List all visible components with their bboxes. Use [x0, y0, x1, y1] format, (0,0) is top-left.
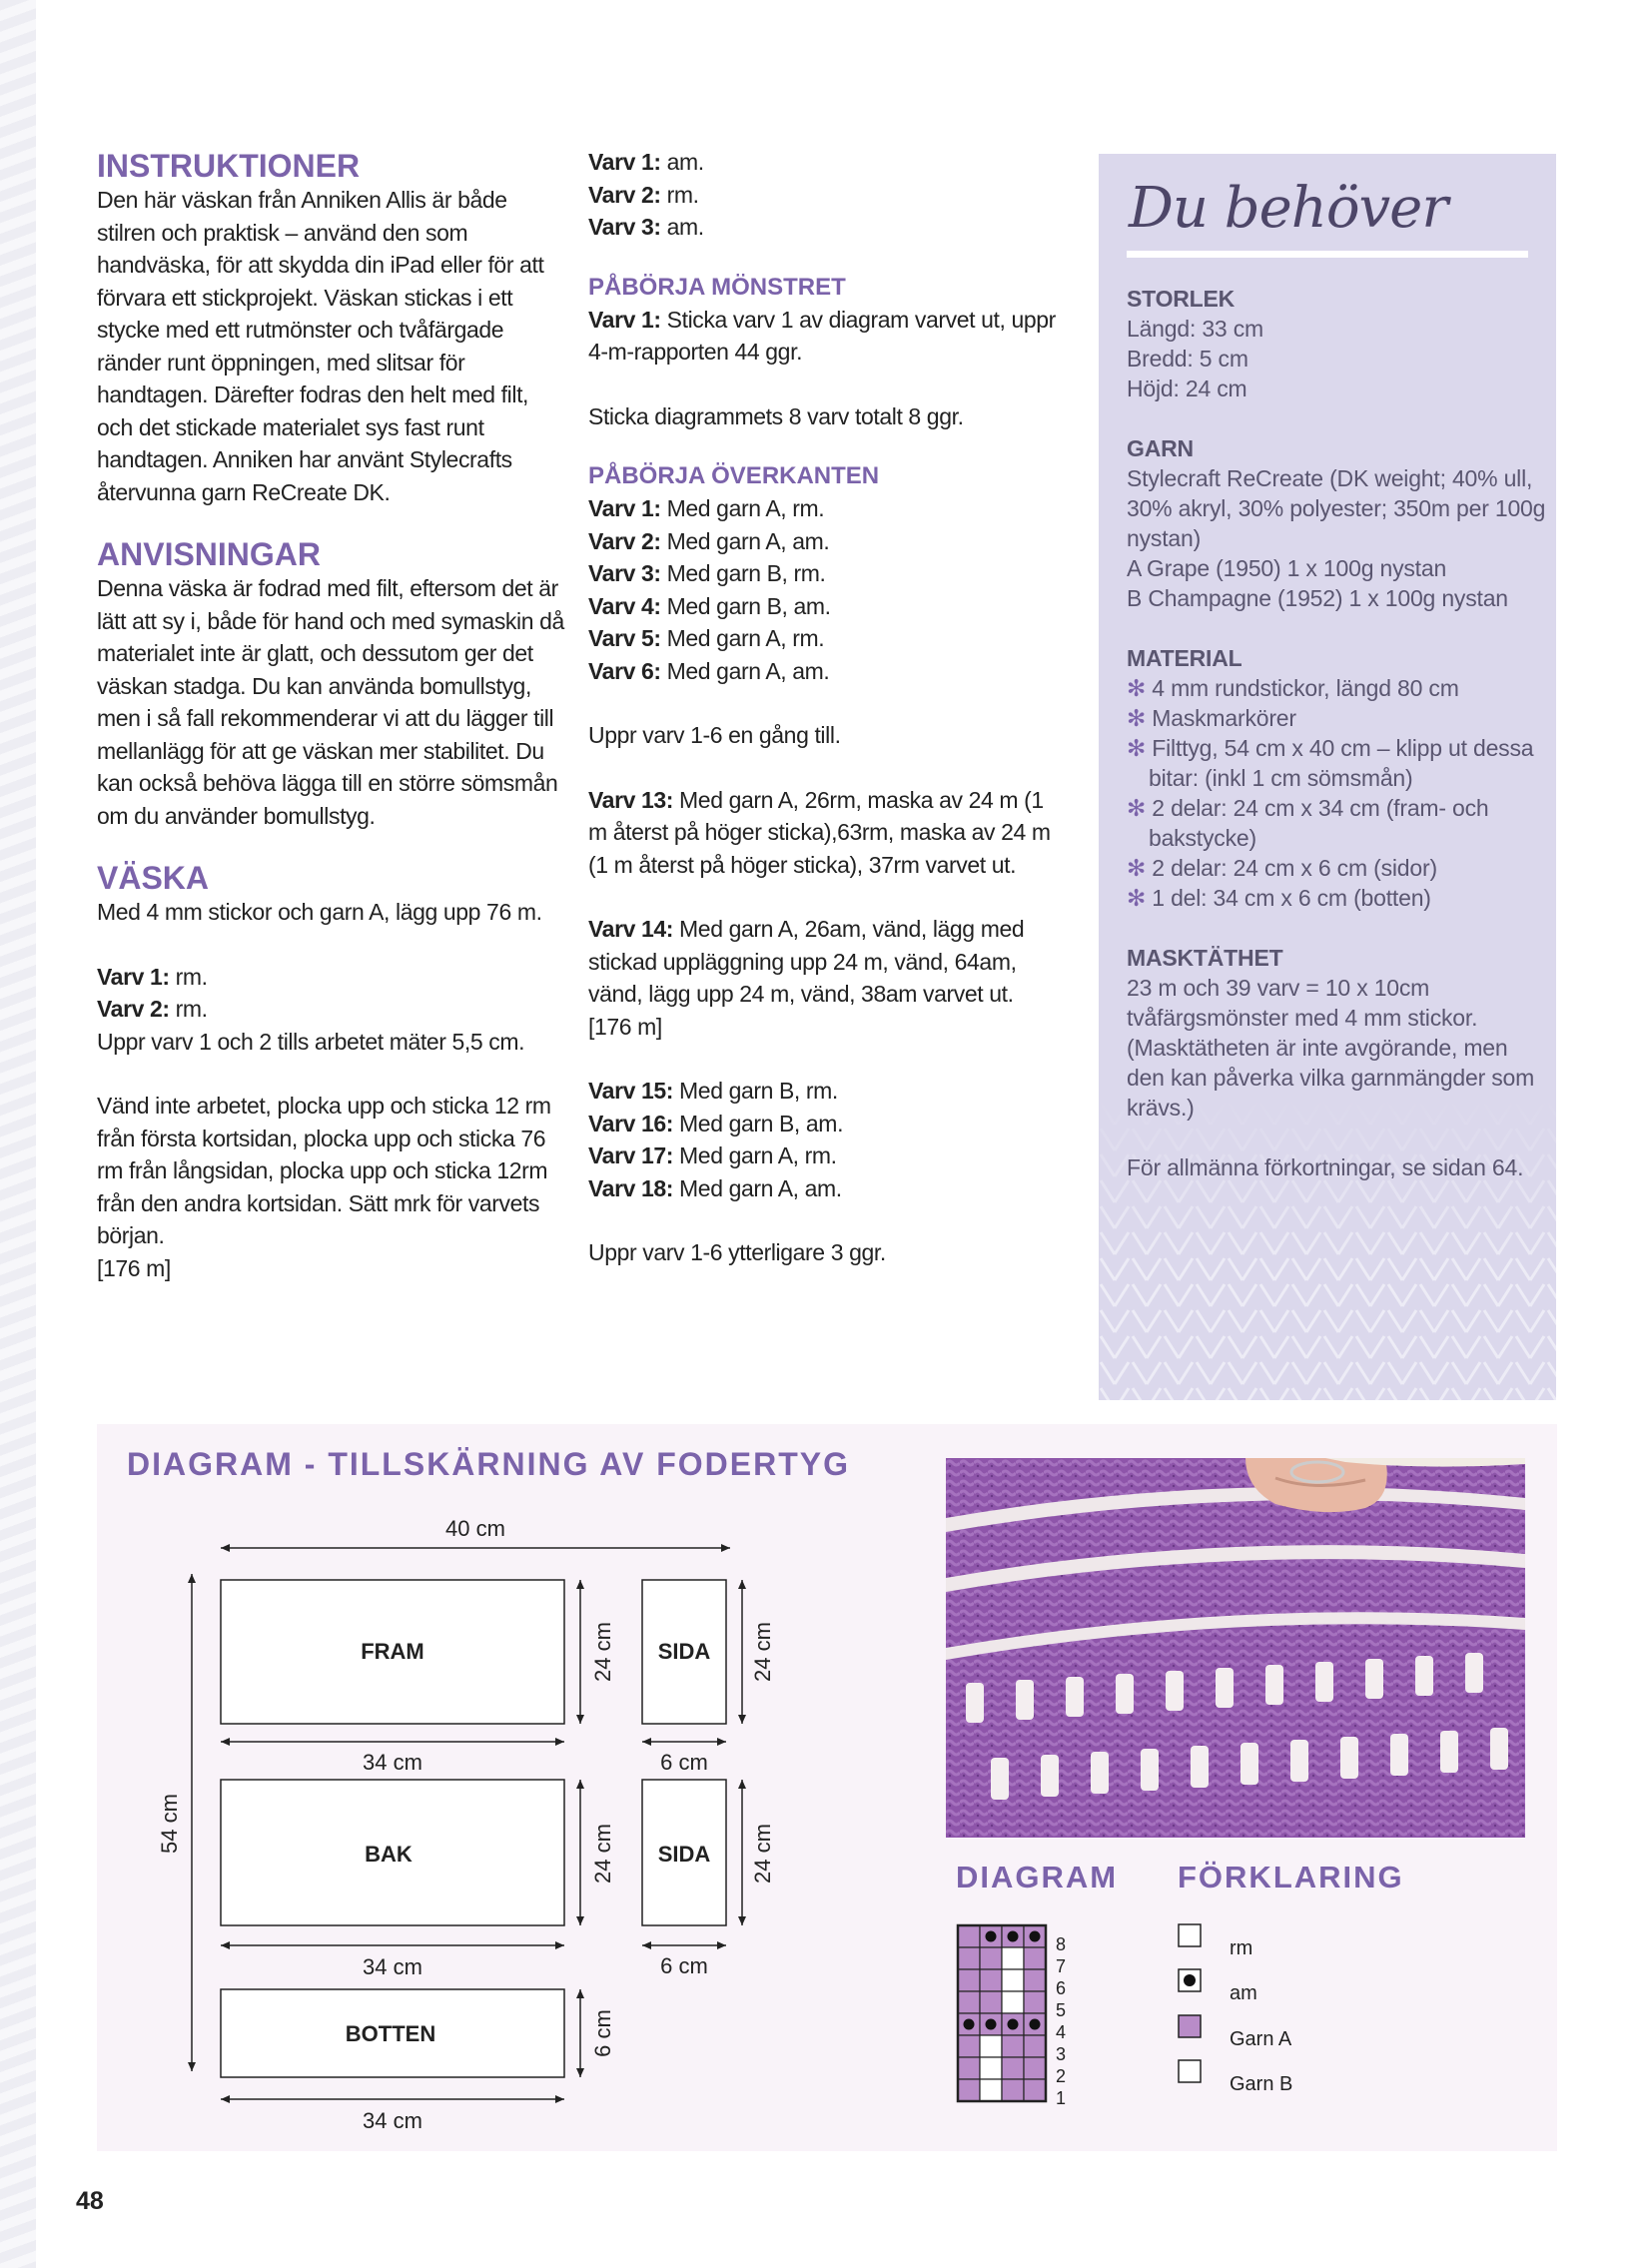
chart-cell — [958, 1969, 980, 1991]
chart-cell — [1024, 1991, 1046, 2013]
yarn-b: B Champagne (1952) 1 x 100g nystan — [1127, 585, 1508, 611]
heading-instruktioner: INSTRUKTIONER — [97, 148, 361, 184]
abbreviations-note: För allmänna förkortningar, se sidan 64. — [1127, 1154, 1524, 1180]
chart-cell — [1002, 1991, 1024, 2013]
chart-purl-dot — [964, 2019, 975, 2030]
heading-masktathet: MASKTÄTHET — [1127, 945, 1283, 971]
bag-photo — [946, 1458, 1525, 1838]
bullet-icon: ✻ — [1127, 855, 1147, 881]
bullet-icon: ✻ — [1127, 675, 1147, 701]
size-height: Höjd: 24 cm — [1127, 376, 1247, 401]
row-instruction: Varv 3: Med garn B, rm. — [588, 560, 826, 586]
chart-purl-dot — [1008, 2019, 1019, 2030]
dimension-label: 6 cm — [590, 2009, 615, 2057]
chart-cell — [1002, 2057, 1024, 2079]
bullet-icon: ✻ — [1127, 885, 1147, 911]
material-item: ✻ Maskmarkörer — [1127, 705, 1296, 731]
yarn-a: A Grape (1950) 1 x 100g nystan — [1127, 555, 1447, 581]
bullet-icon: ✻ — [1127, 795, 1147, 821]
piece-label: FRAM — [361, 1639, 424, 1664]
dimension-label: 6 cm — [660, 1750, 708, 1775]
sidebar-title: Du behöver — [1129, 176, 1448, 241]
page-edge-decoration — [0, 0, 36, 2268]
gauge-note: (Masktätheten är inte avgörande, men den kan påverka vilka garnmängder som krävs.) — [1127, 1035, 1535, 1121]
repeat-text: Uppr varv 1-6 ytterligare 3 ggr. — [588, 1239, 886, 1265]
chart-cell — [980, 1947, 1002, 1969]
legend-rm-label: rm — [1230, 1937, 1253, 1959]
heading-paborja-monstret: PÅBÖRJA MÖNSTRET — [588, 273, 846, 301]
legend-rm-swatch — [1179, 1924, 1201, 1946]
material-item: ✻ 1 del: 34 cm x 6 cm (botten) — [1127, 885, 1431, 911]
dimension-label: 24 cm — [750, 1622, 775, 1682]
dimension-label: 54 cm — [157, 1794, 182, 1854]
chart-row-number: 6 — [1056, 1978, 1067, 1998]
chart-cell — [958, 2035, 980, 2057]
cutting-diagram-title: DIAGRAM - TILLSKÄRNING AV FODERTYG — [127, 1446, 850, 1482]
legend-garn-a-swatch — [1179, 2015, 1201, 2037]
material-item: ✻ Filttyg, 54 cm x 40 cm – klipp ut dessa bitar: (inkl 1 cm sömsmån) — [1127, 735, 1534, 791]
chart-row-number: 8 — [1056, 1934, 1067, 1954]
chart-row-number: 2 — [1056, 2066, 1067, 2086]
row-instruction: Varv 1: Med garn A, rm. — [588, 495, 825, 521]
chart-title: DIAGRAM — [956, 1860, 1119, 1894]
chart-cell — [980, 2035, 1002, 2057]
row-instruction: Varv 15: Med garn B, rm. — [588, 1078, 838, 1104]
row-instruction: Varv 2: Med garn A, am. — [588, 527, 830, 554]
stitch-count: [176 m] — [588, 1013, 662, 1040]
row-instruction: Varv 17: Med garn A, rm. — [588, 1142, 837, 1168]
cutting-diagram — [97, 1424, 816, 2133]
chart-row-number: 4 — [1056, 2022, 1067, 2042]
dimension-label: 34 cm — [363, 1750, 422, 1775]
chart-cell — [980, 1991, 1002, 2013]
chart-cell — [1024, 2035, 1046, 2057]
chart-cell — [1002, 2079, 1024, 2101]
row-instruction: Varv 6: Med garn A, am. — [588, 657, 830, 684]
chart-cell — [1024, 1947, 1046, 1969]
row-instruction: Varv 2: rm. — [588, 181, 699, 208]
dimension-label: 34 cm — [363, 1954, 422, 1979]
anvisningar-text: Denna väska är fodrad med filt, eftersom det är lätt att sy i, både för hand och med symaskin då materialet inte är glatt, och dessutom ger det väskan stadga. Du kan använda bomullstyg, men i så fall rekommenderar vi att du lägger till mellanlägg för att ge väskan mer stabilitet. Du kan också behöva lägga till en större sömsmån om du använder bomullstyg. — [97, 575, 564, 829]
legend-symbols — [1178, 1923, 1218, 2123]
pickup-text: Vänd inte arbetet, plocka upp och sticka 12 rm från första kortsidan, plocka upp och sticka 76 rm från långsidan, plocka upp och sticka 12rm från den andra kortsidan. Sätt mrk för varvets början. — [97, 1093, 551, 1248]
row-instruction: Varv 1: am. — [588, 149, 704, 175]
materials-sidebar — [1099, 154, 1556, 1400]
row-instruction: Varv 16: Med garn B, am. — [588, 1110, 844, 1136]
legend-am-dot — [1184, 1974, 1196, 1986]
chart-cell — [980, 1969, 1002, 1991]
legend-am-label: am — [1230, 1982, 1257, 2004]
heading-vaska: VÄSKA — [97, 860, 210, 896]
legend-garn-a-label: Garn A — [1230, 2028, 1292, 2050]
heading-material: MATERIAL — [1127, 645, 1242, 671]
material-item: ✻ 4 mm rundstickor, längd 80 cm — [1127, 675, 1459, 701]
dimension-label: 24 cm — [750, 1824, 775, 1884]
stitch-count: [176 m] — [97, 1254, 171, 1281]
chart-row-number: 7 — [1056, 1956, 1067, 1976]
column-instructions — [97, 148, 566, 1284]
size-length: Längd: 33 cm — [1127, 316, 1263, 342]
chart-cell — [1002, 1947, 1024, 1969]
heading-garn: GARN — [1127, 435, 1194, 461]
chart-cell — [980, 2057, 1002, 2079]
chart-row-number: 5 — [1056, 2000, 1067, 2020]
repeat-text: Uppr varv 1-6 en gång till. — [588, 722, 841, 748]
row-instruction: Varv 1: rm. — [97, 963, 208, 990]
chart-purl-dot — [1030, 1931, 1041, 1942]
row-instruction: Varv 4: Med garn B, am. — [588, 592, 831, 619]
column-pattern — [588, 146, 1058, 1269]
chart-purl-dot — [986, 1931, 997, 1942]
dimension-label: 24 cm — [590, 1622, 615, 1682]
dimension-label: 34 cm — [363, 2108, 422, 2133]
piece-label: BOTTEN — [345, 2021, 436, 2046]
chart-cell — [980, 2079, 1002, 2101]
chart-cell — [958, 1991, 980, 2013]
bullet-icon: ✻ — [1127, 705, 1147, 731]
pattern-total-text: Sticka diagrammets 8 varv totalt 8 ggr. — [588, 402, 964, 429]
piece-label: SIDA — [657, 1639, 711, 1664]
heading-paborja-overkanten: PÅBÖRJA ÖVERKANTEN — [588, 462, 880, 489]
legend-garn-b-swatch — [1179, 2060, 1201, 2082]
row-instruction: Varv 1: Sticka varv 1 av diagram varvet ut, uppr 4-m-rapporten 44 ggr. — [588, 306, 1056, 365]
chart-purl-dot — [1030, 2019, 1041, 2030]
bag-photo-illustration — [946, 1458, 1525, 1838]
chart-cell — [958, 2057, 980, 2079]
chart-cell — [1002, 1969, 1024, 1991]
chart-cell — [1024, 2057, 1046, 2079]
dimension-label: 40 cm — [445, 1516, 505, 1541]
chart-cell — [1024, 2079, 1046, 2101]
legend-garn-b-label: Garn B — [1230, 2073, 1293, 2095]
intro-text: Den här väskan från Anniken Allis är både stilren och praktisk – använd den som handväska, för att skydda din iPad eller för att förvara ett stickprojekt. Väskan stickas i ett stycke med ett rutmönster och tvåfärgade ränder runt öppningen, med slitsar för handtagen. Därefter fodras den helt med filt, och det stickade materialet sys fast runt handtagen. Anniken har använt Stylecrafts återvunna garn ReCreate DK. — [97, 187, 544, 505]
heading-anvisningar: ANVISNINGAR — [97, 536, 322, 572]
title-underline — [1127, 251, 1528, 258]
heading-storlek: STORLEK — [1127, 286, 1236, 312]
row-instruction: Varv 3: am. — [588, 214, 704, 240]
row-instruction: Varv 2: rm. — [97, 996, 208, 1022]
page-number: 48 — [76, 2187, 104, 2215]
chart-cell — [958, 1947, 980, 1969]
chart-cell — [1002, 2035, 1024, 2057]
chart-purl-dot — [986, 2019, 997, 2030]
legend-title: FÖRKLARING — [1178, 1860, 1404, 1894]
gauge-text: 23 m och 39 varv = 10 x 10cm tvåfärgsmönster med 4 mm stickor. — [1127, 975, 1478, 1031]
dimension-label: 6 cm — [660, 1953, 708, 1978]
dimension-label: 24 cm — [590, 1824, 615, 1884]
size-width: Bredd: 5 cm — [1127, 346, 1248, 372]
row-instruction: Varv 5: Med garn A, rm. — [588, 625, 825, 651]
vaska-text: Med 4 mm stickor och garn A, lägg upp 76 m. — [97, 899, 542, 925]
chart-row-number: 3 — [1056, 2044, 1067, 2064]
yarn-description: Stylecraft ReCreate (DK weight; 40% ull, 30% akryl, 30% polyester; 350m per 100g nystan) — [1127, 465, 1546, 551]
chart-cell — [1024, 1969, 1046, 1991]
row-instruction: Varv 18: Med garn A, am. — [588, 1174, 842, 1201]
chart-purl-dot — [1008, 1931, 1019, 1942]
piece-label: SIDA — [657, 1842, 711, 1867]
repeat-text: Uppr varv 1 och 2 tills arbetet mäter 5,5 cm. — [97, 1028, 525, 1055]
row-instruction: Varv 13: Med garn A, 26rm, maska av 24 m (1 m återst på höger sticka),63rm, maska av 24 m (1 m återst på höger sticka), 37rm varvet ut. — [588, 786, 1051, 878]
bullet-icon: ✻ — [1127, 735, 1147, 761]
piece-label: BAK — [365, 1842, 413, 1867]
chart-cell — [958, 2079, 980, 2101]
chart-row-number: 1 — [1056, 2088, 1067, 2108]
material-item: ✻ 2 delar: 24 cm x 6 cm (sidor) — [1127, 855, 1437, 881]
diagram-panel — [97, 1424, 1557, 2151]
row-instruction: Varv 14: Med garn A, 26am, vänd, lägg med stickad uppläggning upp 24 m, vänd, 64am, vänd, lägg upp 24 m, vänd, 38am varvet ut. — [588, 916, 1025, 1007]
material-item: ✻ 2 delar: 24 cm x 34 cm (fram- och bakstycke) — [1127, 795, 1489, 851]
chart-cell — [958, 1925, 980, 1947]
